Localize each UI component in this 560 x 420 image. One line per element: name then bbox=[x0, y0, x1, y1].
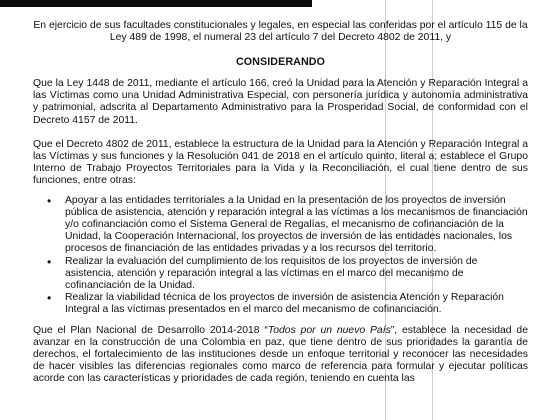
spacer bbox=[33, 68, 528, 78]
spacer bbox=[33, 44, 528, 56]
bullet-icon: • bbox=[47, 290, 52, 305]
spacer bbox=[33, 127, 528, 139]
bullet-icon: • bbox=[47, 194, 52, 209]
list-item bbox=[47, 256, 528, 292]
third-considering-paragraph bbox=[33, 325, 528, 385]
paragraph-3-suffix: ”, establece la necesidad de avanzar en la construcción de una Colombia en paz, que tiene dentro de sus prioridades la garantía de derechos, el fortalecimiento de las instituciones desde un enfoque territorial y reconocer las necesidades de hacer visibles las diferencias regionales como marco de referencia para formular y ejecutar políticas acorde con las características y prioridades de cada región, teniendo en cuenta las bbox=[33, 324, 528, 385]
bullet-icon: • bbox=[47, 254, 52, 269]
functions-bullet-list bbox=[33, 195, 528, 316]
intro-paragraph: En ejercicio de sus facultades constitucionales y legales, en especial las conferidas por el artículo 115 de la Ley 489 de 1998, el numeral 23 del artículo 7 del Decreto 4802 de 2011, y bbox=[33, 20, 528, 44]
bullet-text: Realizar la viabilidad técnica de los proyectos de inversión de asistencia Atención y Reparación Integral a las víctimas presentados en el marco del mecanismo de cofinanciación. bbox=[65, 291, 504, 315]
bullet-text: Realizar la evaluación del cumplimiento de los requisitos de los proyectos de inversión de asistencia, atención y reparación integral a las víctimas en el marco del mecanismo de cofinanciación de la Unidad. bbox=[65, 255, 478, 291]
paragraph-3-prefix: Que el Plan Nacional de Desarrollo 2014-2018 “ bbox=[33, 324, 268, 336]
document-text-body bbox=[33, 20, 528, 385]
list-item bbox=[47, 292, 528, 316]
considerando-heading: CONSIDERANDO bbox=[235, 56, 326, 69]
top-black-rule bbox=[0, 0, 312, 7]
first-considering-paragraph: Que la Ley 1448 de 2011, mediante el artículo 166, creó la Unidad para la Atención y Reparación Integral a las Víctimas como una Unidad Administrativa Especial, con personería jurídica y autonomía administrativa y patrimonial, adscrita al Departamento Administrativo para la Prosperidad Social, de conformidad con el Decreto 4157 de 2011. bbox=[33, 78, 528, 126]
spacer bbox=[33, 316, 528, 325]
spacer bbox=[33, 187, 528, 195]
second-considering-paragraph: Que el Decreto 4802 de 2011, establece la estructura de la Unidad para la Atención y Reparación Integral a las Víctimas y sus funciones y la Resolución 041 de 2018 en el artículo quinto, literal a; establece el Grupo Interno de Trabajo Proyectos Territoriales para la Vida y la Reconciliación, el cual tiene dentro de sus funciones, entre otras: bbox=[33, 138, 528, 186]
plan-name-italic: Todos por un nuevo País bbox=[267, 324, 391, 336]
bullet-text: Apoyar a las entidades territoriales a la Unidad en la presentación de los proyectos de inversión pública de asistencia, atención y reparación integral a las víctimas a los mecanismos de financiación y/o cofinanciación como el Sistema General de Regalías, el mecanismo de cofinanciación de la Unidad, la Cooperación Internacional, los proyectos de inversión de las entidades nacionales, los procesos de financiación de las entidades privadas y a los recursos del territorio. bbox=[65, 195, 528, 255]
list-item bbox=[47, 195, 528, 255]
